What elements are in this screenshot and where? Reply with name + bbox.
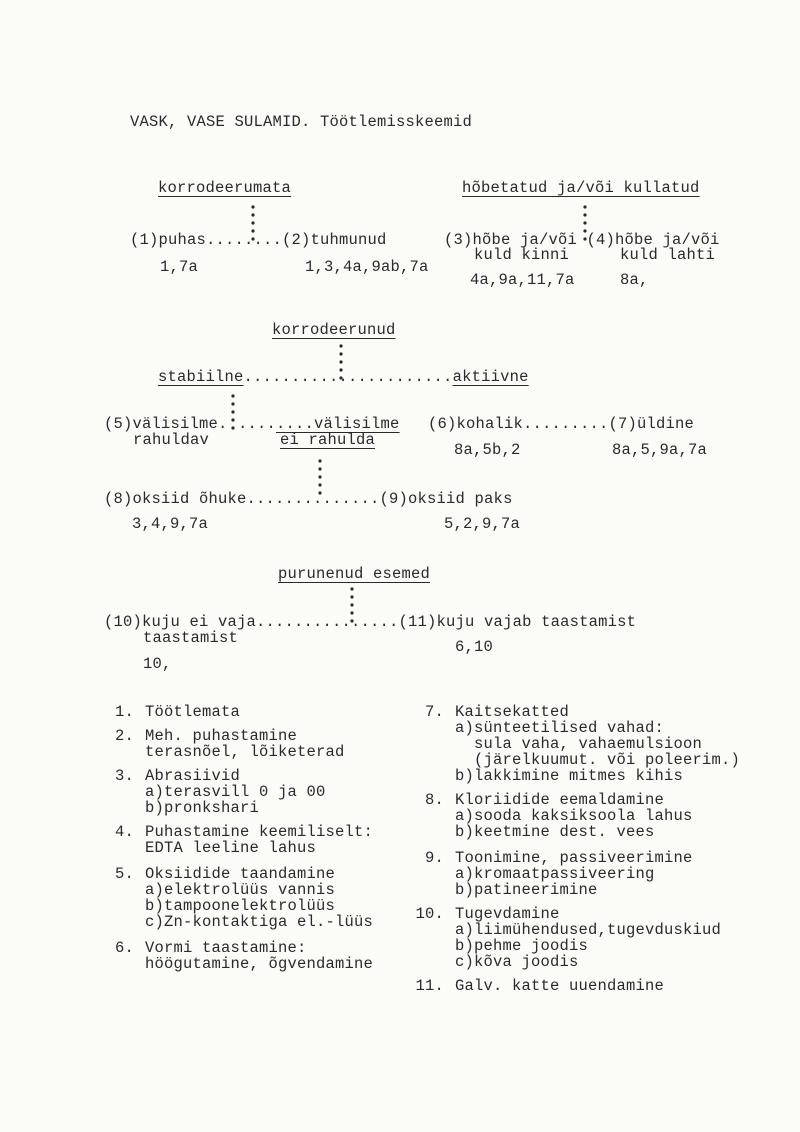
legend-num: 3. bbox=[114, 767, 134, 785]
legend-num: 9. bbox=[424, 849, 444, 867]
legend-item-7: Kaitsekatted bbox=[455, 703, 570, 721]
legend-item-8-line: a)sooda kaksiksoola lahus bbox=[455, 807, 693, 825]
codes-9: 5,2,9,7a bbox=[444, 515, 521, 533]
appearance-not-ok: ....välisilme bbox=[276, 415, 400, 433]
row-10-11: (10)kuju ei vaja...............(11)kuju vajab taastamist bbox=[104, 613, 637, 631]
legend-item-8: Kloriidide eemaldamine bbox=[455, 791, 665, 809]
legend-num: 2. bbox=[114, 727, 134, 745]
legend-item-4: Puhastamine keemiliselt: bbox=[145, 823, 374, 841]
legend-item-3-line: b)pronksharі bbox=[145, 799, 260, 817]
branch-active: aktiivne bbox=[452, 368, 529, 386]
legend-item-11: Galv. katte uuendamine bbox=[455, 977, 665, 995]
sub-3: kuld kinni bbox=[474, 246, 570, 264]
row-5b: ........välisilme bbox=[238, 415, 400, 433]
legend-num: 4. bbox=[114, 823, 134, 841]
sub-5b: ei rahulda bbox=[280, 431, 376, 449]
sub-4: kuld lahti bbox=[620, 246, 716, 264]
legend-item-8-line: b)keetmine dest. vees bbox=[455, 823, 655, 841]
legend-num: 6. bbox=[114, 939, 134, 957]
page-title: VASK, VASE SULAMID. Töötlemisskeemid bbox=[130, 113, 473, 131]
sub-5: rahuldav bbox=[133, 431, 210, 449]
legend-item-6: Vormi taastamine: bbox=[145, 939, 307, 957]
heading-plated: hõbetatud ja/või kullatud bbox=[462, 179, 700, 197]
legend-num: 1. bbox=[114, 703, 134, 721]
legend-num: 11. bbox=[415, 977, 444, 995]
codes-6: 8a,5b,2 bbox=[454, 441, 521, 459]
legend-item-1: Töötlemata bbox=[145, 703, 241, 721]
codes-1: 1,7a bbox=[160, 258, 199, 276]
codes-11: 6,10 bbox=[455, 638, 494, 656]
codes-3: 4a,9a,11,7a bbox=[470, 271, 575, 289]
codes-10: 10, bbox=[143, 655, 172, 673]
branch-stable: stabiilne bbox=[158, 368, 244, 386]
branch-line: stabiilne......................aktiivne bbox=[158, 368, 529, 386]
legend-item-10-line: c)kõva joodis bbox=[455, 953, 579, 971]
legend-item-2: Meh. puhastamine bbox=[145, 727, 298, 745]
legend-item-9: Toonimine, passiveerimine bbox=[455, 849, 693, 867]
codes-7: 8a,5,9a,7a bbox=[612, 441, 708, 459]
legend-item-9-line: a)kromaatpassiveering bbox=[455, 865, 655, 883]
row-8-9: (8)oksiid õhuke..............(9)oksiid paks bbox=[104, 490, 513, 508]
row-3-4: (3)hõbe ja/või (4)hõbe ja/või bbox=[444, 231, 720, 249]
legend-num: 10. bbox=[415, 905, 444, 923]
legend-item-2-line: terasnõel, lõiketerad bbox=[145, 743, 345, 761]
legend-num: 5. bbox=[114, 865, 134, 883]
legend-item-7-line: sula vaha, vahaemulsioon bbox=[455, 735, 703, 753]
codes-2: 1,3,4a,9ab,7a bbox=[305, 258, 429, 276]
row-1-2: (1)puhas........(2)tuhmunud bbox=[130, 231, 387, 249]
legend-num: 7. bbox=[424, 703, 444, 721]
sub-10: taastamist bbox=[143, 629, 239, 647]
legend-item-3: Abrasiivid bbox=[145, 767, 241, 785]
legend-num: 8. bbox=[424, 791, 444, 809]
codes-4: 8a, bbox=[620, 271, 649, 289]
heading-corroded: korrodeerunud bbox=[272, 321, 396, 339]
legend-item-7-line: b)lakkimine mitmes kihis bbox=[455, 767, 684, 785]
legend-item-7-line: a)sünteetilised vahad: bbox=[455, 719, 665, 737]
legend-item-10: Tugevdamine bbox=[455, 905, 560, 923]
legend-item-9-line: b)patineerimine bbox=[455, 881, 598, 899]
legend-item-5: Oksiidide taandamine bbox=[145, 865, 336, 883]
legend-item-10-line: b)pehme joodis bbox=[455, 937, 589, 955]
legend-item-5-line: a)elektrolüüs vannis bbox=[145, 881, 336, 899]
legend-item-5-line: b)tampoonelektrolüüs bbox=[145, 897, 336, 915]
heading-broken: purunenud esemed bbox=[278, 565, 431, 583]
codes-8: 3,4,9,7a bbox=[132, 515, 209, 533]
legend-item-3-line: a)terasvill 0 ja 00 bbox=[145, 783, 326, 801]
row-6-7: (6)kohalik.........(7)üldine bbox=[428, 415, 695, 433]
legend-item-4-line: EDTA leeline lahus bbox=[145, 839, 317, 857]
legend-item-7-line: (järelkuumut. või poleerim.) bbox=[455, 751, 741, 769]
legend-item-6-line: höögutamine, õgvendamine bbox=[145, 955, 374, 973]
legend-item-10-line: a)liimühendused,tugevduskiud bbox=[455, 921, 722, 939]
heading-not-corroded: korrodeerumata bbox=[158, 179, 292, 197]
row-5: (5)välisilme. bbox=[104, 415, 228, 433]
legend-item-5-line: c)Zn-kontaktiga el.-lüüs bbox=[145, 913, 374, 931]
